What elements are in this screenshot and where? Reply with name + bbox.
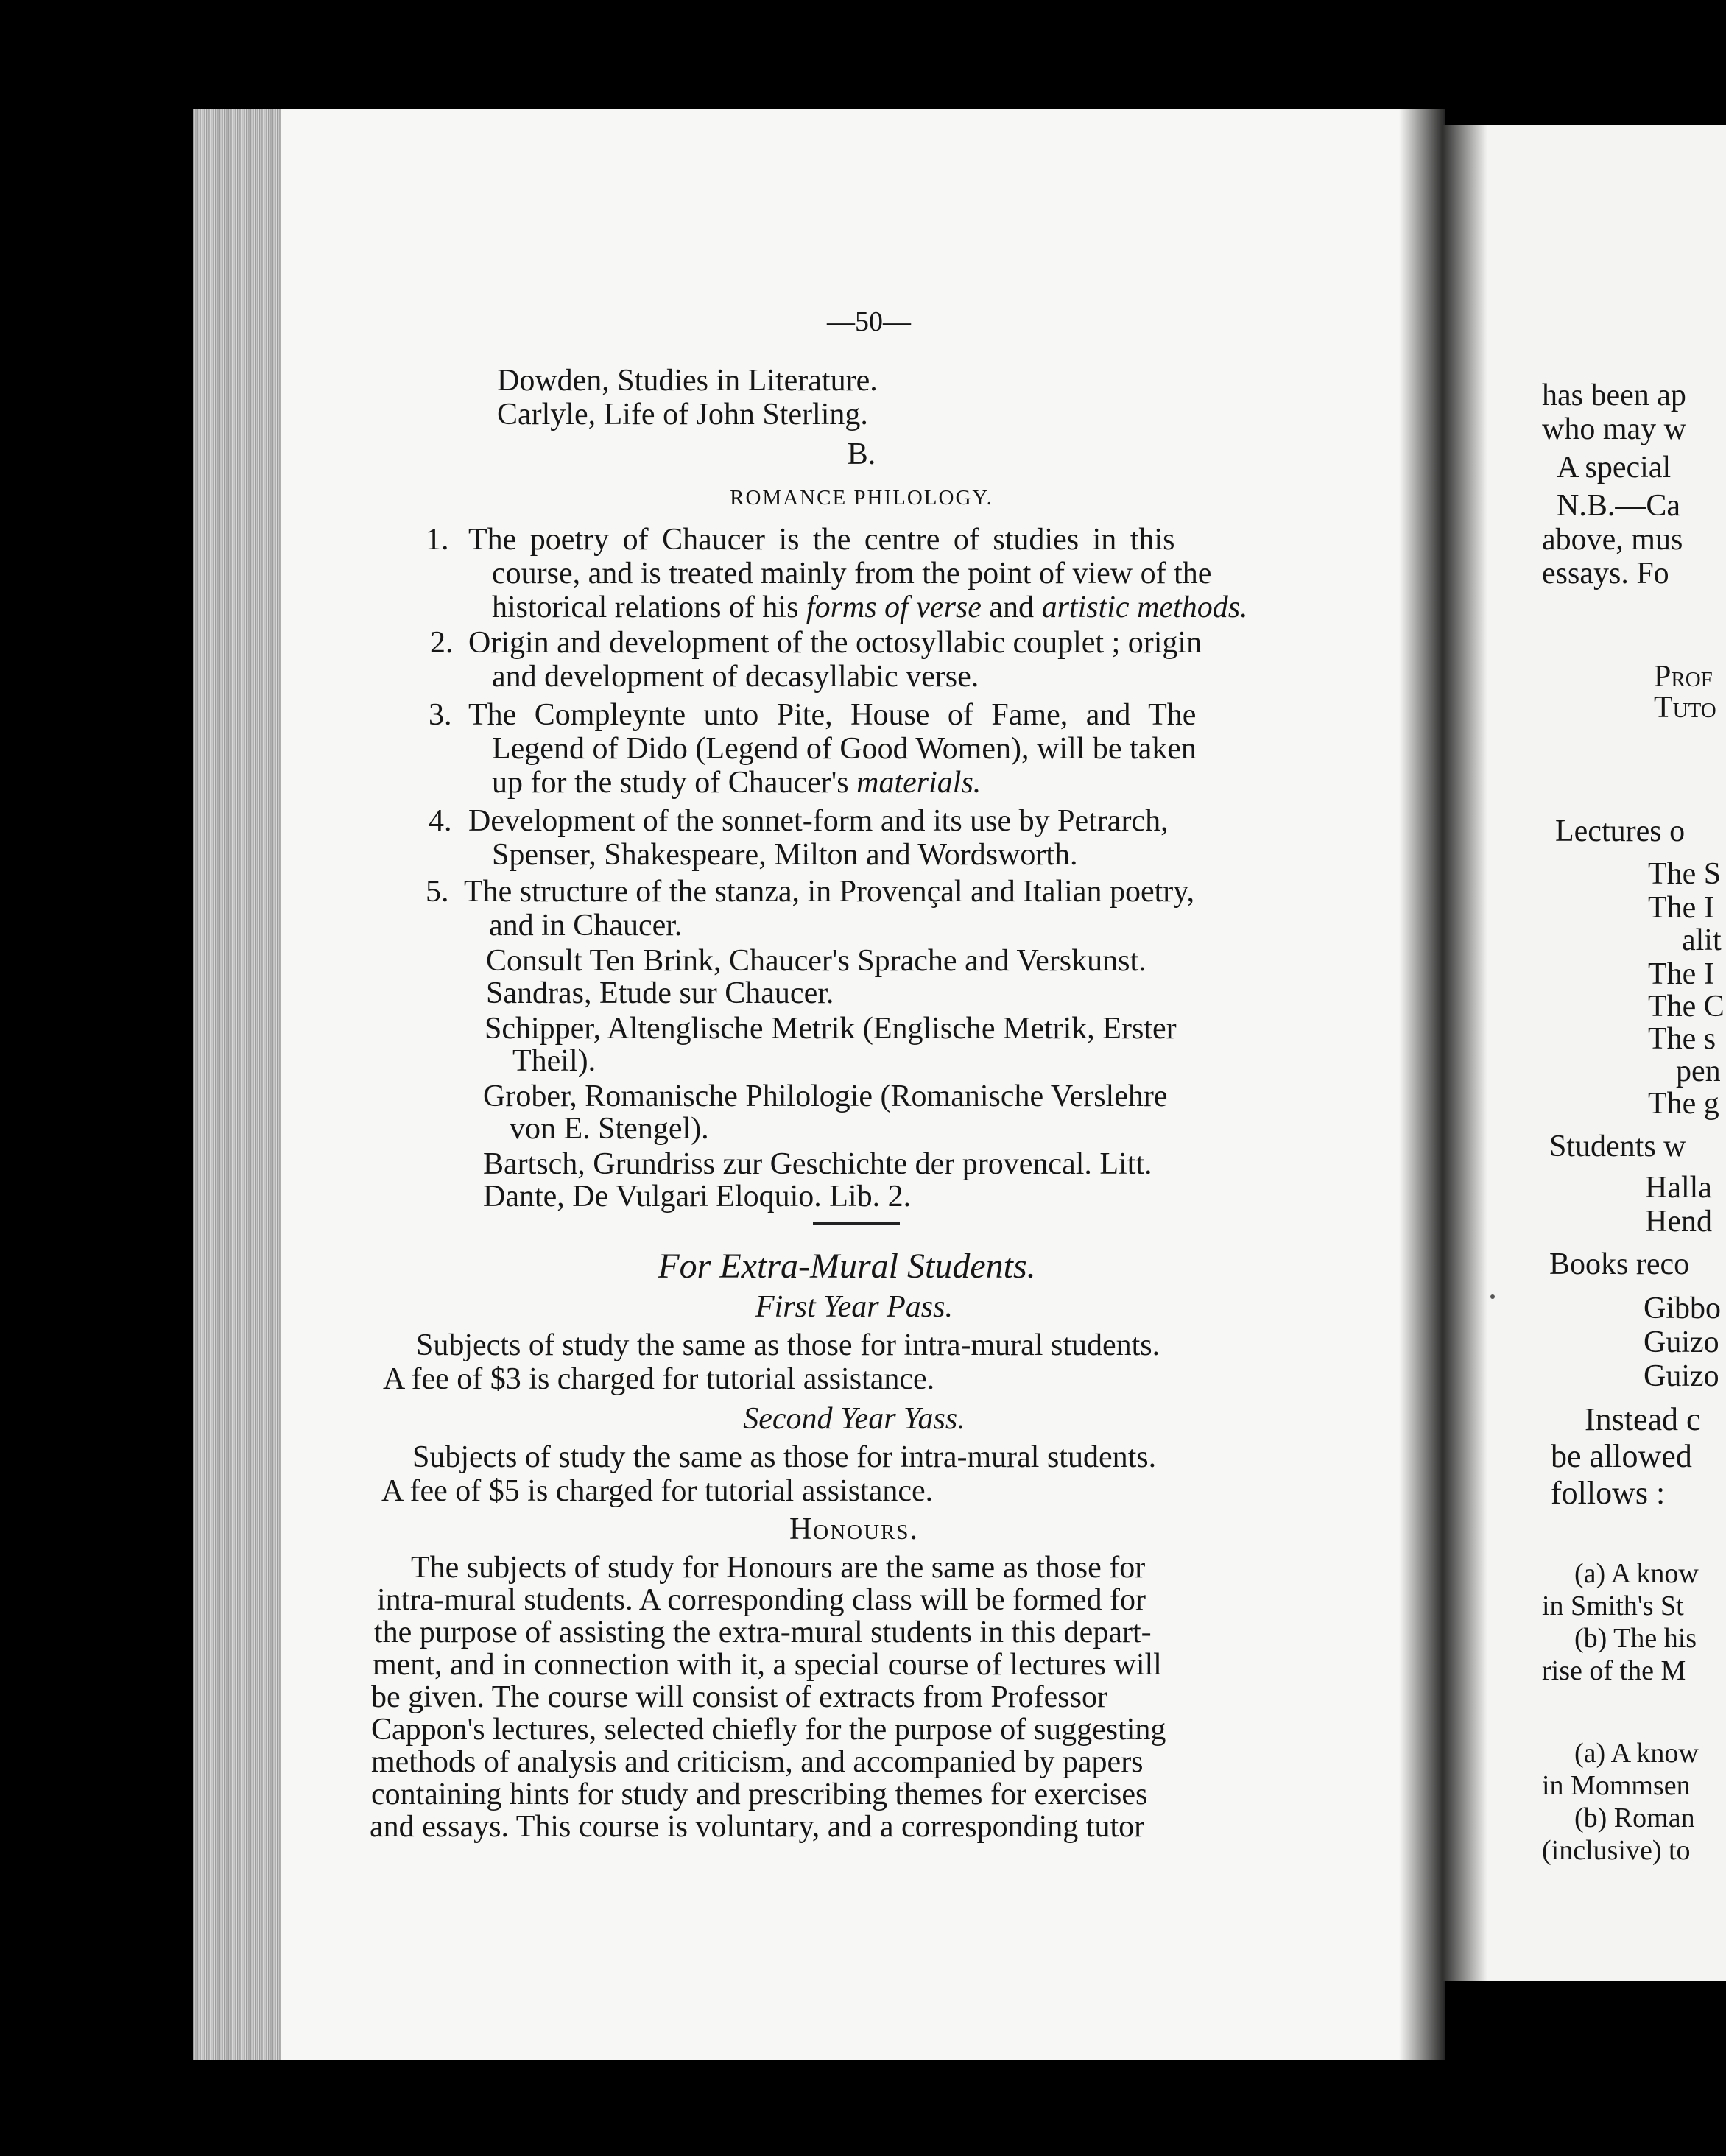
body-line: The subjects of study for Honours are the same as those for bbox=[411, 1551, 1146, 1585]
right-line: who may w bbox=[1542, 412, 1686, 446]
right-line: (inclusive) to bbox=[1542, 1835, 1691, 1866]
right-line: Gibbo bbox=[1644, 1292, 1721, 1325]
right-line: be allowed bbox=[1551, 1438, 1692, 1474]
right-line: The I bbox=[1648, 957, 1714, 991]
item-number: 2. bbox=[430, 626, 454, 660]
right-line: Guizo bbox=[1644, 1325, 1719, 1359]
extra-mural-title: For Extra-Mural Students. bbox=[658, 1247, 1036, 1286]
right-line: Students w bbox=[1549, 1130, 1686, 1163]
honours-heading: Honours. bbox=[789, 1512, 920, 1546]
right-line: The I bbox=[1648, 891, 1714, 925]
item-line: Spenser, Shakespeare, Milton and Wordsworth. bbox=[492, 838, 1078, 872]
item-emphasis: materials. bbox=[856, 766, 982, 800]
item-text: up for the study of Chaucer's bbox=[492, 766, 849, 800]
right-line: Lectures o bbox=[1555, 814, 1686, 848]
right-line: in Smith's St bbox=[1542, 1590, 1684, 1621]
body-line: Subjects of study the same as those for intra-mural students. bbox=[416, 1328, 1160, 1362]
divider-rule bbox=[813, 1222, 900, 1225]
right-line: Tuto bbox=[1654, 691, 1716, 725]
right-line: pen bbox=[1676, 1054, 1721, 1088]
gutter-shadow bbox=[1399, 109, 1445, 2060]
right-line: has been ap bbox=[1542, 378, 1686, 412]
item-line: and in Chaucer. bbox=[489, 909, 683, 943]
right-line: The S bbox=[1648, 857, 1722, 891]
item-line: The structure of the stanza, in Provençal and Italian poetry, bbox=[464, 875, 1195, 909]
speck bbox=[1490, 1294, 1495, 1299]
section-letter: B. bbox=[847, 437, 876, 471]
right-line: Guizo bbox=[1644, 1359, 1719, 1393]
item-emphasis: artistic methods. bbox=[1041, 591, 1248, 624]
body-line: Subjects of study the same as those for intra-mural students. bbox=[412, 1440, 1157, 1474]
right-line: Hend bbox=[1645, 1205, 1712, 1239]
body-line: methods of analysis and criticism, and accompanied by papers bbox=[371, 1745, 1144, 1779]
right-line: above, mus bbox=[1542, 523, 1683, 557]
item-text: historical relations of his bbox=[492, 591, 799, 624]
right-line: follows : bbox=[1551, 1475, 1666, 1511]
second-year-heading: Second Year Yass. bbox=[743, 1402, 965, 1436]
right-line: (a) A know bbox=[1574, 1558, 1699, 1589]
item-line bbox=[492, 767, 981, 798]
first-year-heading: First Year Pass. bbox=[755, 1290, 954, 1324]
body-line: A fee of $3 is charged for tutorial assistance. bbox=[383, 1362, 935, 1396]
right-line: The g bbox=[1648, 1087, 1719, 1121]
item-emphasis: forms of verse bbox=[806, 591, 982, 624]
gutter-shadow-right bbox=[1443, 125, 1487, 1981]
right-line: The s bbox=[1648, 1022, 1716, 1056]
page-edge-stack bbox=[193, 109, 281, 2060]
body-line: the purpose of assisting the extra-mural students in this depart- bbox=[374, 1616, 1152, 1649]
right-line: A special bbox=[1557, 451, 1672, 485]
body-line: A fee of $5 is charged for tutorial assistance. bbox=[381, 1474, 934, 1508]
page-number: —50— bbox=[827, 306, 911, 337]
body-line: and essays. This course is voluntary, and a corresponding tutor bbox=[370, 1810, 1145, 1844]
right-line: (b) The his bbox=[1574, 1623, 1697, 1654]
consult-line: Consult Ten Brink, Chaucer's Sprache and Verskunst. bbox=[486, 944, 1146, 978]
item-text: and bbox=[981, 591, 1042, 624]
item-number: 3. bbox=[429, 698, 452, 732]
item-line: course, and is treated mainly from the point of view of the bbox=[492, 557, 1212, 591]
right-line: essays. Fo bbox=[1542, 557, 1669, 591]
body-line: be given. The course will consist of extracts from Professor bbox=[371, 1680, 1107, 1714]
right-line: Prof bbox=[1654, 660, 1713, 694]
right-line: Halla bbox=[1645, 1171, 1712, 1205]
item-line: and development of decasyllabic verse. bbox=[492, 660, 979, 694]
item-line: The Compleynte unto Pite, House of Fame, and The bbox=[468, 698, 1197, 732]
right-line: alit bbox=[1682, 923, 1722, 957]
right-line: The C bbox=[1648, 990, 1725, 1024]
body-line: containing hints for study and prescribing themes for exercises bbox=[371, 1778, 1148, 1811]
item-number: 5. bbox=[426, 875, 449, 909]
right-line: (b) Roman bbox=[1574, 1803, 1695, 1833]
item-line: Origin and development of the octosyllabic couplet ; origin bbox=[468, 626, 1202, 660]
item-line bbox=[492, 592, 1248, 623]
consult-line: Theil). bbox=[512, 1044, 596, 1078]
section-title: ROMANCE PHILOLOGY. bbox=[730, 486, 993, 510]
right-line: Books reco bbox=[1549, 1247, 1690, 1281]
body-line: Cappon's lectures, selected chiefly for the purpose of suggesting bbox=[371, 1713, 1166, 1747]
item-line: Legend of Dido (Legend of Good Women), will be taken bbox=[492, 732, 1197, 766]
right-line: in Mommsen bbox=[1542, 1770, 1691, 1801]
item-line: Development of the sonnet-form and its use by Petrarch, bbox=[468, 804, 1169, 838]
right-line: Instead c bbox=[1585, 1401, 1701, 1437]
item-line: The poetry of Chaucer is the centre of studies in this bbox=[468, 523, 1175, 557]
consult-line: Sandras, Etude sur Chaucer. bbox=[486, 976, 834, 1010]
body-line: intra-mural students. A corresponding class will be formed for bbox=[377, 1583, 1146, 1617]
consult-line: Grober, Romanische Philologie (Romanische Verslehre bbox=[483, 1079, 1168, 1113]
consult-line: Schipper, Altenglische Metrik (Englische Metrik, Erster bbox=[485, 1012, 1177, 1046]
reference-line: Dowden, Studies in Literature. bbox=[497, 364, 878, 398]
consult-line: von E. Stengel). bbox=[510, 1112, 709, 1146]
right-line: rise of the M bbox=[1542, 1655, 1686, 1686]
consult-line: Bartsch, Grundriss zur Geschichte der provencal. Litt. bbox=[483, 1147, 1152, 1181]
consult-line: Dante, De Vulgari Eloquio. Lib. 2. bbox=[483, 1180, 912, 1213]
right-line: N.B.—Ca bbox=[1557, 489, 1680, 523]
body-line: ment, and in connection with it, a special course of lectures will bbox=[373, 1648, 1162, 1682]
item-number: 1. bbox=[426, 523, 449, 557]
reference-line: Carlyle, Life of John Sterling. bbox=[497, 398, 868, 431]
item-number: 4. bbox=[429, 804, 452, 838]
right-line: (a) A know bbox=[1574, 1738, 1699, 1769]
